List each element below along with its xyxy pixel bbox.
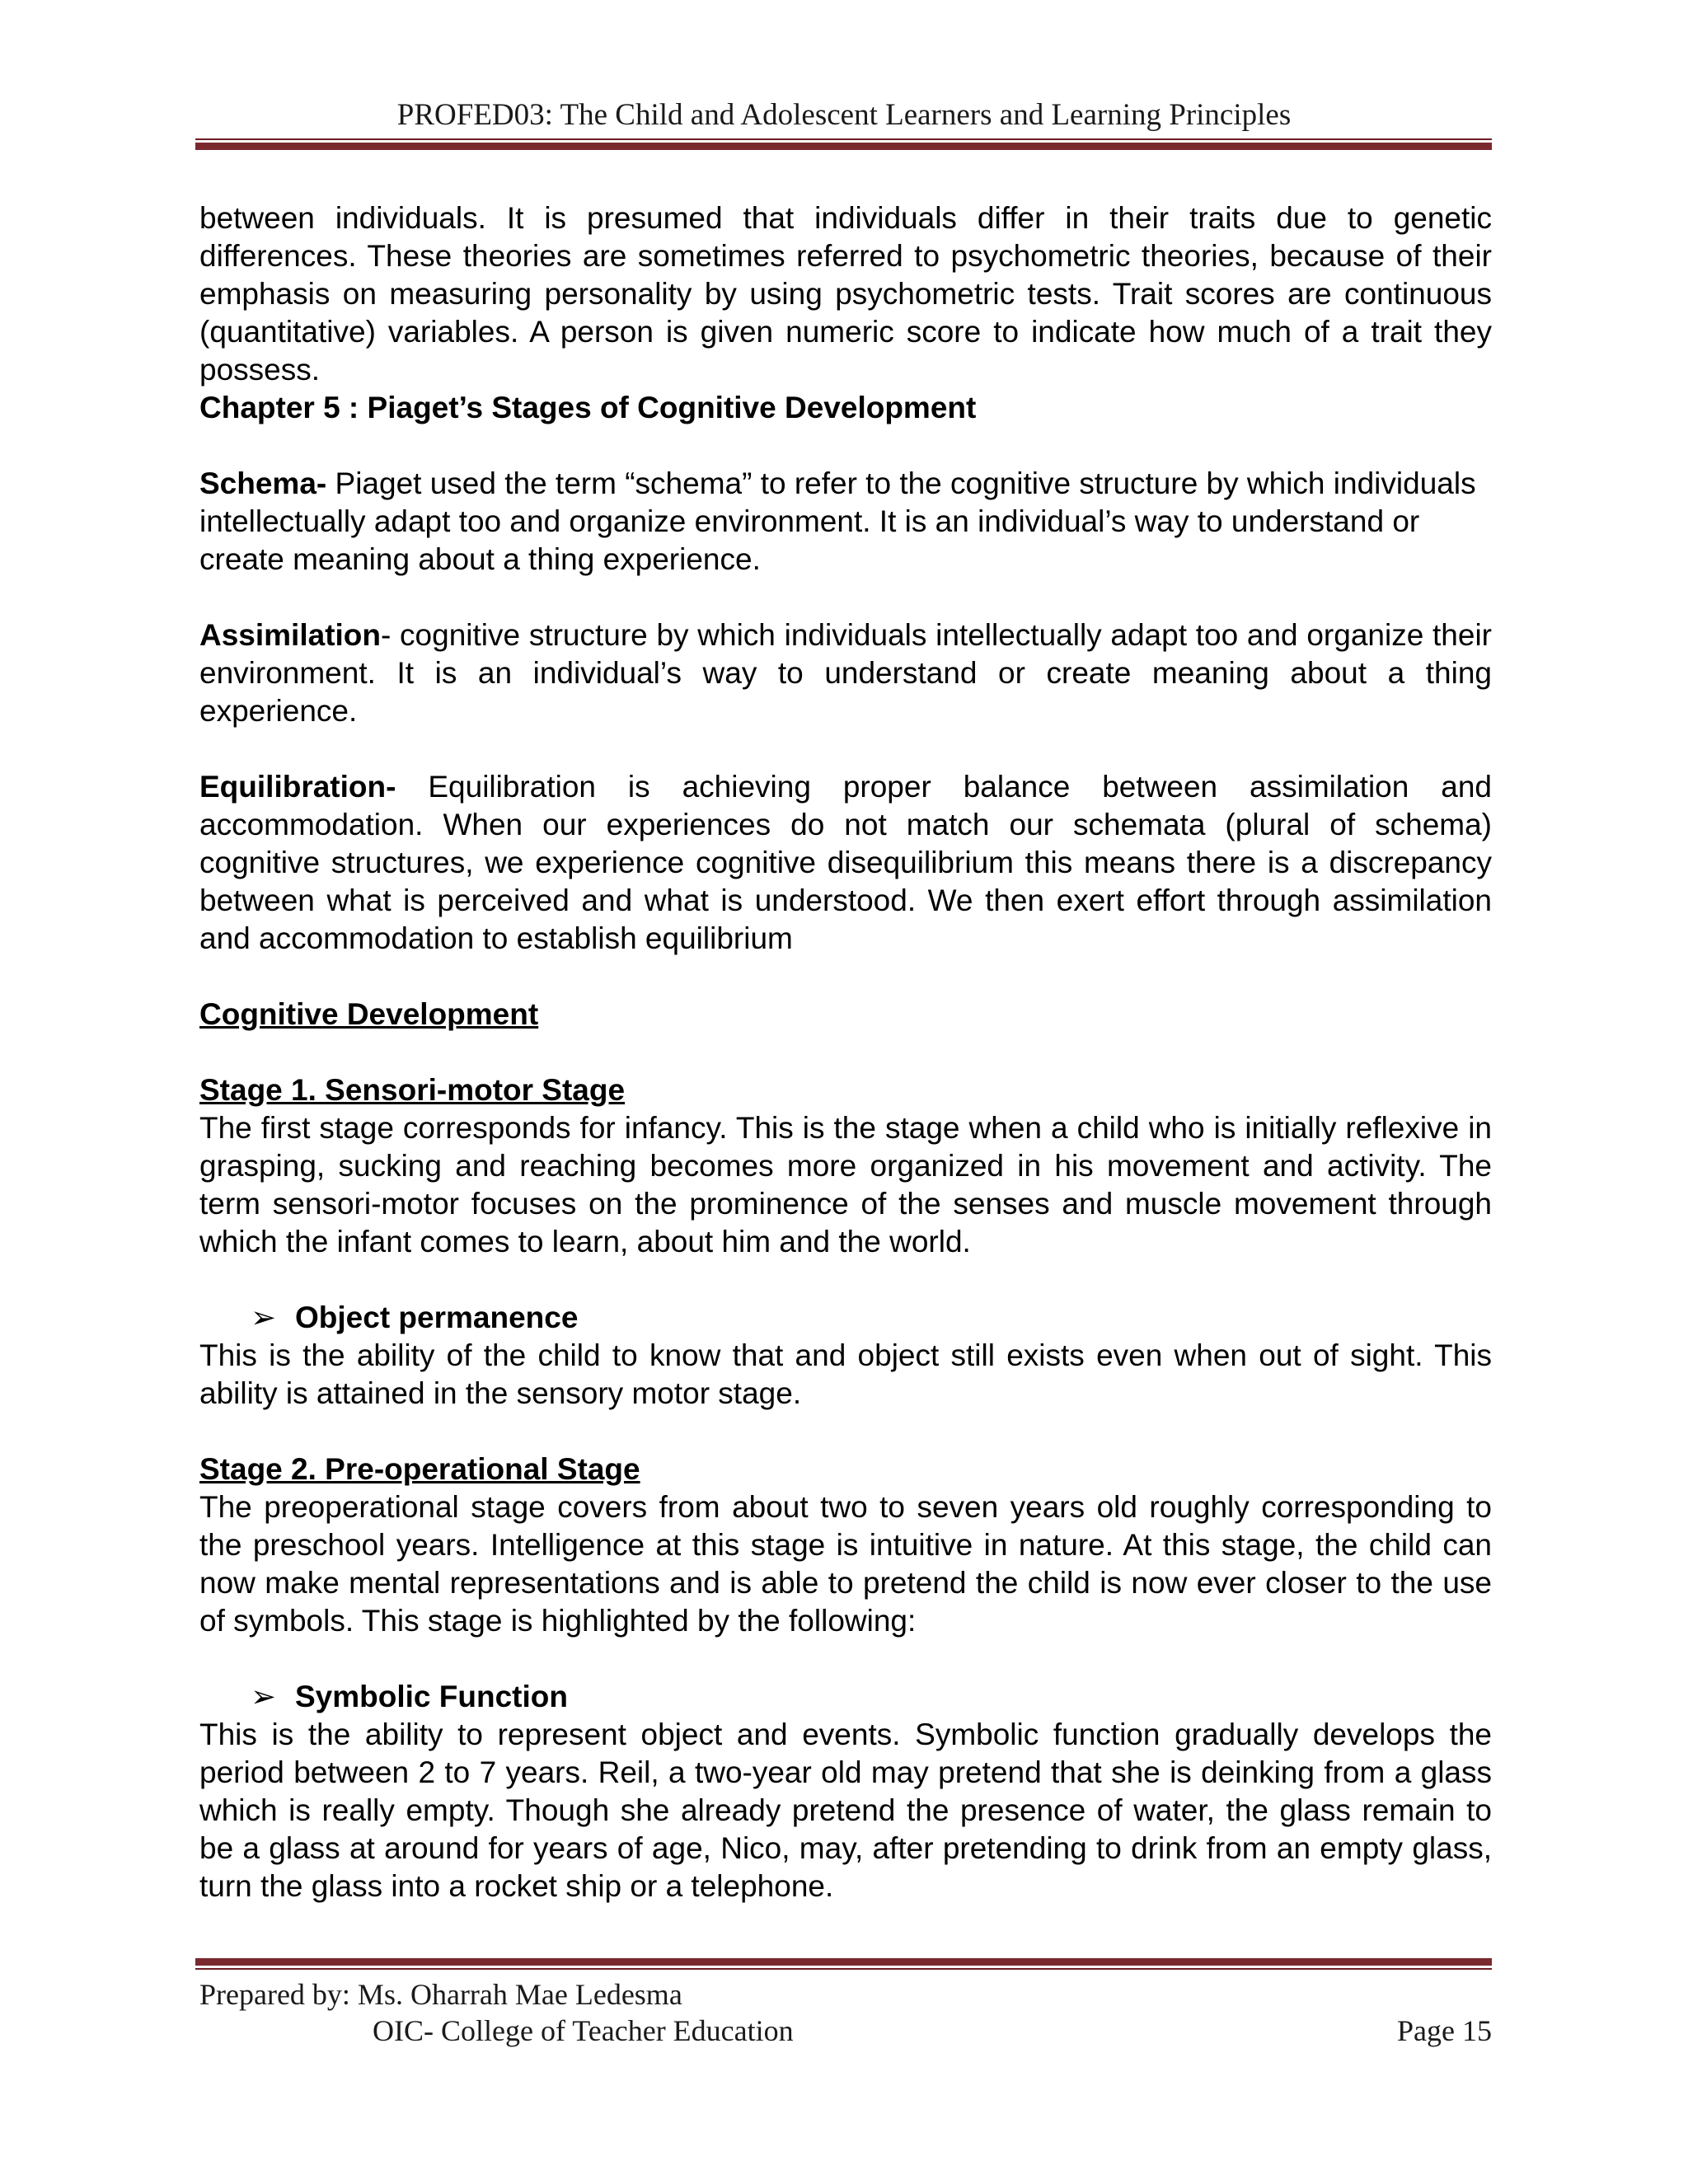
office-name: OIC- College of Teacher Education bbox=[373, 2014, 794, 2047]
arrow-bullet-icon: ➢ bbox=[251, 1301, 277, 1334]
equilibration-text: Equilibration is achieving proper balance between assimilation and accommodation. When our experiences do not match our schemata (plural of schema) cognitive structures, we experience cognitive disequilibrium this means there is a discrepancy between what is perceived and what is understood. We then exert effort through assimilation and accommodation to establish equilibrium bbox=[199, 770, 1492, 955]
equilibration-paragraph bbox=[199, 768, 1492, 958]
symbolic-function-text: This is the ability to represent object and events. Symbolic function gradually develops the period between 2 to 7 years. Reil, a two-year old may pretend that she is deinking from a glass which is really empty. Though she already pretend the presence of water, the glass remain to be a glass at around for years of age, Nico, may, after pretending to drink from an empty glass, turn the glass into a rocket ship or a telephone. bbox=[199, 1718, 1492, 1903]
section-title: Cognitive Development bbox=[199, 997, 539, 1031]
schema-text: Piaget used the term “schema” to refer to the cognitive structure by which individuals intellectually adapt too and organize environment. It is an individual’s way to understand or create meaning about a thing experience. bbox=[199, 466, 1476, 576]
assimilation-paragraph bbox=[199, 616, 1492, 730]
page-header-title: PROFED03: The Child and Adolescent Learners and Learning Principles bbox=[396, 98, 1292, 132]
header-rule bbox=[195, 138, 1492, 150]
prepared-by: Prepared by: Ms. Oharrah Mae Ledesma bbox=[199, 1978, 682, 2011]
chapter-title: Chapter 5 : Piaget’s Stages of Cognitive Development bbox=[199, 391, 977, 424]
document-body bbox=[199, 199, 1492, 1905]
object-permanence-title: Object permanence bbox=[295, 1301, 579, 1334]
symbolic-function-title: Symbolic Function bbox=[295, 1680, 568, 1713]
object-permanence-text: This is the ability of the child to know that and object still exists even when out of sight. This ability is attained in the sensory motor stage. bbox=[199, 1338, 1492, 1410]
page-footer bbox=[199, 1976, 1492, 2049]
schema-term: Schema- bbox=[199, 466, 327, 500]
object-permanence-bullet bbox=[199, 1299, 1492, 1337]
intro-paragraph: between individuals. It is presumed that individuals differ in their traits due to genetic differences. These theories are sometimes referred to psychometric theories, because of their emphasis on measuring personality by using psychometric tests. Trait scores are continuous (quantitative) variables. A person is given numeric score to indicate how much of a trait they possess. bbox=[199, 201, 1492, 387]
footer-line2 bbox=[199, 2013, 1492, 2049]
equilibration-term: Equilibration- bbox=[199, 770, 396, 804]
stage1-title: Stage 1. Sensori-motor Stage bbox=[199, 1073, 626, 1107]
stage1-text: The first stage corresponds for infancy. This is the stage when a child who is initially reflexive in grasping, sucking and reaching becomes more organized in his movement and activity. The term sensori-motor focuses on the prominence of the senses and muscle movement through which the infant comes to learn, about him and the world. bbox=[199, 1111, 1492, 1258]
symbolic-function-bullet bbox=[199, 1678, 1492, 1716]
arrow-bullet-icon: ➢ bbox=[251, 1680, 277, 1713]
stage2-text: The preoperational stage covers from about two to seven years old roughly corresponding to the preschool years. Intelligence at this stage is intuitive in nature. At this stage, the child can now make mental representations and is able to pretend the child is now ever closer to the use of symbols. This stage is highlighted by the following: bbox=[199, 1490, 1492, 1638]
assimilation-text: - cognitive structure by which individuals intellectually adapt too and organize their environment. It is an individual’s way to understand or create meaning about a thing experience. bbox=[199, 618, 1492, 728]
assimilation-term: Assimilation bbox=[199, 618, 381, 652]
stage2-title: Stage 2. Pre-operational Stage bbox=[199, 1452, 640, 1486]
page-number: Page 15 bbox=[1397, 2014, 1492, 2047]
schema-paragraph bbox=[199, 465, 1492, 579]
footer-rule bbox=[195, 1958, 1492, 1970]
